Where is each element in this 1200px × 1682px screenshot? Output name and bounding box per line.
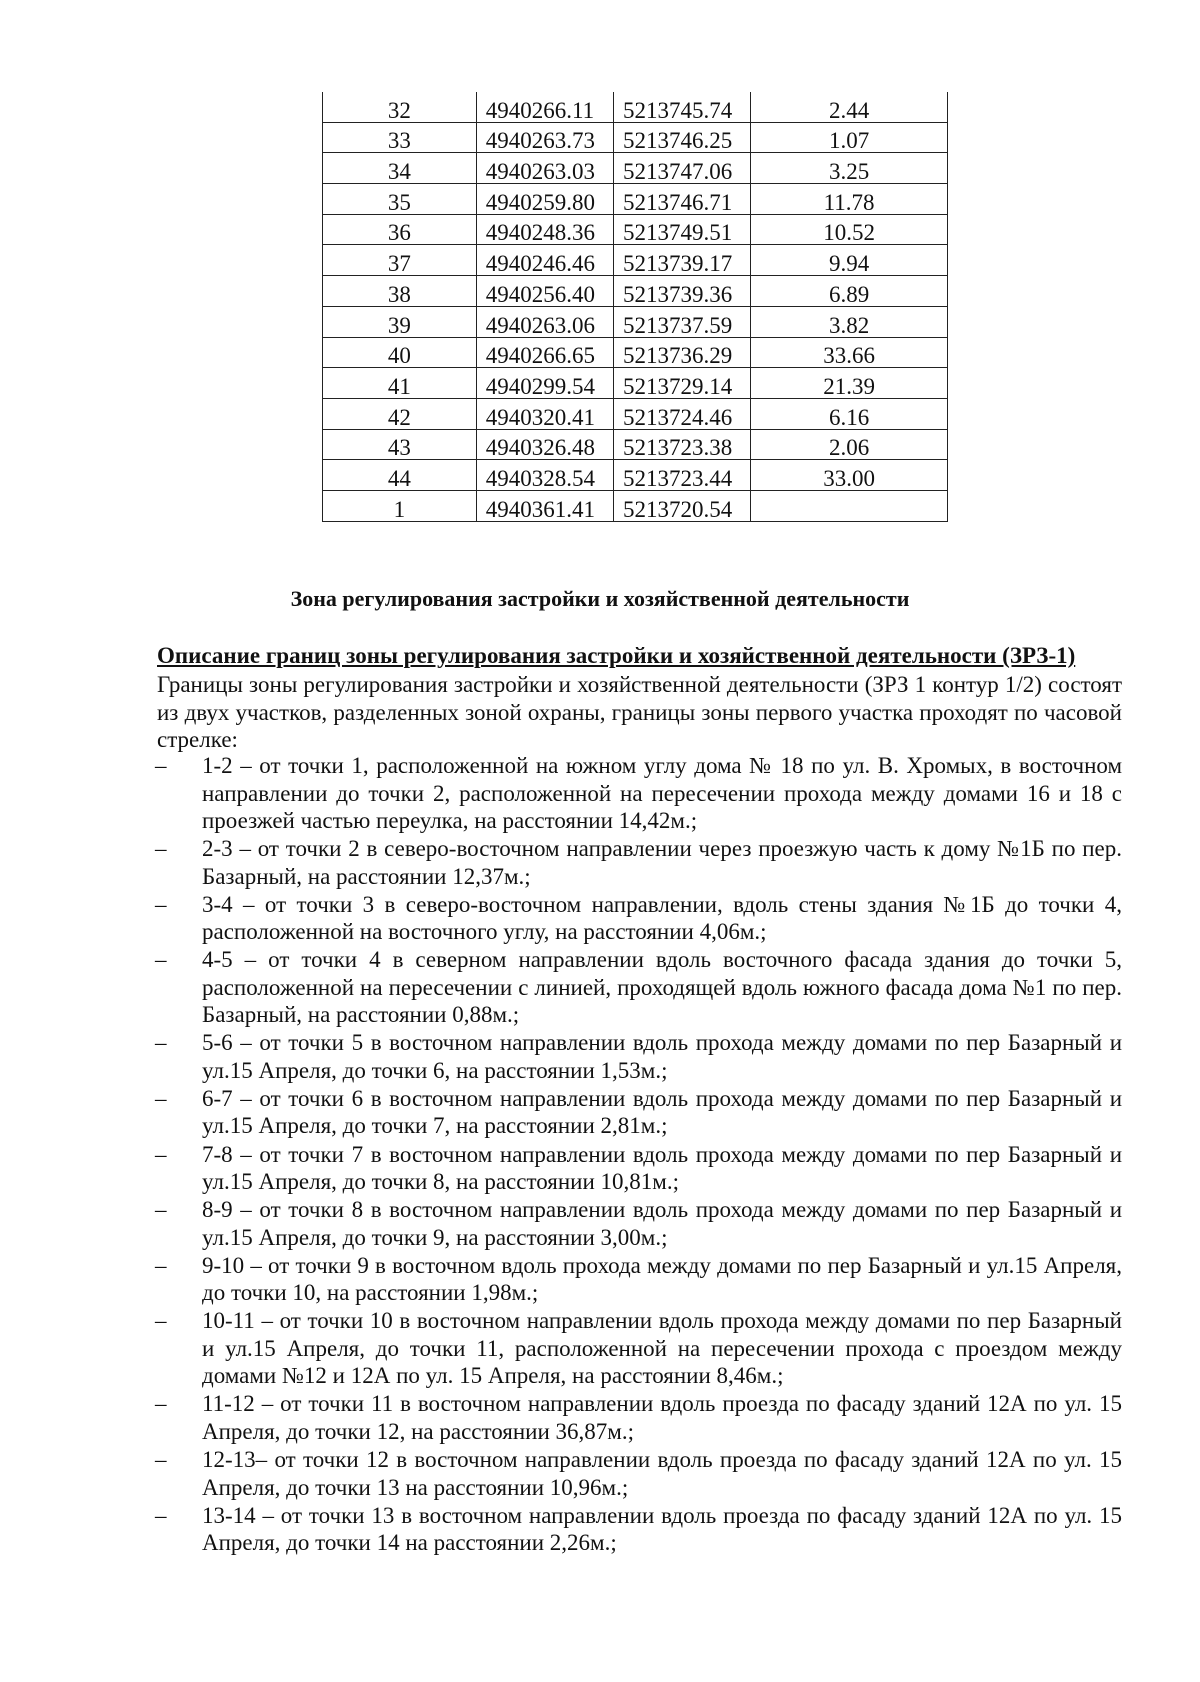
table-cell-point: 37 bbox=[323, 245, 477, 276]
table-cell-y: 5213739.36 bbox=[613, 276, 750, 307]
list-dash-marker: – bbox=[155, 1308, 167, 1334]
table-cell-x: 4940259.80 bbox=[476, 184, 613, 215]
table-row bbox=[323, 460, 948, 491]
list-item bbox=[0, 946, 1122, 1029]
table-cell-y: 5213736.29 bbox=[613, 337, 750, 368]
boundary-segments-list bbox=[0, 752, 1200, 1557]
list-item-text: 3-4 – от точки 3 в северо-восточном направлении, вдоль стены здания №1Б до точки 4, расположенной на восточного углу, на расстоянии 4,06м.; bbox=[202, 891, 1122, 945]
list-dash-marker: – bbox=[155, 947, 167, 973]
table-cell-y: 5213745.74 bbox=[613, 92, 750, 122]
table-row bbox=[323, 490, 948, 521]
table-cell-x: 4940328.54 bbox=[476, 460, 613, 491]
table-cell-point: 41 bbox=[323, 368, 477, 399]
list-dash-marker: – bbox=[155, 836, 167, 862]
list-item bbox=[0, 1390, 1122, 1445]
list-item-text: 10-11 – от точки 10 в восточном направлении вдоль прохода между домами по пер Базарный и ул.15 Апреля, до точки 11, расположенной на пересечении прохода с проездом между домами №12 и 12А по ул. 15 Апреля, на расстоянии 8,46м.; bbox=[202, 1308, 1122, 1389]
list-item-text: 9-10 – от точки 9 в восточном вдоль прохода между домами по пер Базарный и ул.15 Апреля, до точки 10, на расстоянии 1,98м.; bbox=[202, 1252, 1122, 1306]
table-cell-x: 4940246.46 bbox=[476, 245, 613, 276]
list-item bbox=[0, 1307, 1122, 1390]
list-item-text: 2-3 – от точки 2 в северо-восточном направлении через проезжую часть к дому №1Б по пер. Базарный, на расстоянии 12,37м.; bbox=[202, 836, 1122, 889]
table-cell-y: 5213729.14 bbox=[613, 368, 750, 399]
table-cell-length: 2.06 bbox=[751, 429, 948, 460]
table-cell-y: 5213737.59 bbox=[613, 306, 750, 337]
zone-title: Зона регулирования застройки и хозяйственной деятельности bbox=[290, 586, 910, 611]
table-cell-x: 4940266.11 bbox=[476, 92, 613, 122]
list-item-text: 1-2 – от точки 1, расположенной на южном углу дома № 18 по ул. В. Хромых, в восточном направлении до точки 2, расположенной на пересечении прохода между домами 16 и 18 с проезжей частью переулка, на расстоянии 14,42м.; bbox=[202, 753, 1122, 833]
table-cell-y: 5213723.44 bbox=[613, 460, 750, 491]
table-cell-x: 4940263.73 bbox=[476, 122, 613, 153]
table-row bbox=[323, 337, 948, 368]
table-row bbox=[323, 214, 948, 245]
table-cell-x: 4940266.65 bbox=[476, 337, 613, 368]
table-cell-point: 39 bbox=[323, 306, 477, 337]
table-cell-x: 4940326.48 bbox=[476, 429, 613, 460]
list-item bbox=[0, 1446, 1122, 1501]
list-item bbox=[0, 1196, 1122, 1251]
table-cell-x: 4940263.03 bbox=[476, 153, 613, 184]
list-dash-marker: – bbox=[155, 1447, 167, 1473]
table-cell-x: 4940263.06 bbox=[476, 306, 613, 337]
list-item bbox=[0, 1252, 1122, 1307]
list-dash-marker: – bbox=[155, 1030, 167, 1056]
list-item bbox=[0, 1502, 1122, 1557]
table-row bbox=[323, 122, 948, 153]
description-intro: Границы зоны регулирования застройки и хозяйственной деятельности (ЗРЗ 1 контур 1/2) состоят из двух участков, разделенных зоной охраны, границы зоны первого участка проходят по часовой стрелке: bbox=[157, 672, 1122, 752]
list-dash-marker: – bbox=[155, 1141, 167, 1167]
table-cell-point: 35 bbox=[323, 184, 477, 215]
table-cell-length: 2.44 bbox=[751, 92, 948, 122]
table-cell-x: 4940299.54 bbox=[476, 368, 613, 399]
table-cell-y: 5213746.25 bbox=[613, 122, 750, 153]
list-item-text: 5-6 – от точки 5 в восточном направлении вдоль прохода между домами по пер Базарный и ул.15 Апреля, до точки 6, на расстоянии 1,53м.; bbox=[202, 1030, 1122, 1083]
table-cell-y: 5213747.06 bbox=[613, 153, 750, 184]
table-cell-point: 38 bbox=[323, 276, 477, 307]
list-item bbox=[0, 835, 1122, 890]
table-cell-length: 6.16 bbox=[751, 398, 948, 429]
table-cell-point: 32 bbox=[323, 92, 477, 122]
list-dash-marker: – bbox=[155, 1502, 167, 1528]
table-cell-y: 5213720.54 bbox=[613, 490, 750, 521]
table-row bbox=[323, 245, 948, 276]
coordinates-table bbox=[322, 92, 948, 522]
table-row bbox=[323, 429, 948, 460]
list-item-text: 7-8 – от точки 7 в восточном направлении вдоль прохода между домами по пер Базарный и ул.15 Апреля, до точки 8, на расстоянии 10,81м.; bbox=[202, 1141, 1122, 1195]
table-cell-length: 3.25 bbox=[751, 153, 948, 184]
table-row bbox=[323, 153, 948, 184]
table-cell-x: 4940320.41 bbox=[476, 398, 613, 429]
table-row bbox=[323, 306, 948, 337]
table-cell-length: 9.94 bbox=[751, 245, 948, 276]
table-cell-point: 33 bbox=[323, 122, 477, 153]
list-dash-marker: – bbox=[155, 1197, 167, 1223]
table-cell-length: 6.89 bbox=[751, 276, 948, 307]
table-cell-y: 5213739.17 bbox=[613, 245, 750, 276]
table-cell-point: 43 bbox=[323, 429, 477, 460]
table-row bbox=[323, 398, 948, 429]
table-cell-length bbox=[751, 490, 948, 521]
table-cell-length: 1.07 bbox=[751, 122, 948, 153]
list-dash-marker: – bbox=[155, 1085, 167, 1111]
table-cell-point: 40 bbox=[323, 337, 477, 368]
table-row bbox=[323, 368, 948, 399]
table-row bbox=[323, 276, 948, 307]
list-item bbox=[0, 752, 1122, 835]
table-row bbox=[323, 184, 948, 215]
description-title: Описание границ зоны регулирования застройки и хозяйственной деятельности (ЗРЗ-1) bbox=[157, 643, 1076, 668]
table-cell-length: 21.39 bbox=[751, 368, 948, 399]
list-item-text: 11-12 – от точки 11 в восточном направлении вдоль проезда по фасаду зданий 12А по ул. 15 Апреля, до точки 12, на расстоянии 36,87м.; bbox=[202, 1391, 1122, 1444]
list-dash-marker: – bbox=[155, 753, 167, 778]
list-item bbox=[0, 1085, 1122, 1140]
coordinates-table-body bbox=[323, 92, 948, 521]
list-item-text: 12-13– от точки 12 в восточном направлении вдоль проезда по фасаду зданий 12А по ул. 15 Апреля, до точки 13 на расстоянии 10,96м.; bbox=[202, 1447, 1122, 1500]
table-cell-point: 42 bbox=[323, 398, 477, 429]
table-cell-y: 5213749.51 bbox=[613, 214, 750, 245]
table-cell-length: 11.78 bbox=[751, 184, 948, 215]
list-dash-marker: – bbox=[155, 891, 167, 917]
list-item bbox=[0, 891, 1122, 946]
list-item bbox=[0, 1029, 1122, 1084]
table-cell-x: 4940256.40 bbox=[476, 276, 613, 307]
table-cell-y: 5213724.46 bbox=[613, 398, 750, 429]
list-item-text: 8-9 – от точки 8 в восточном направлении вдоль прохода между домами по пер Базарный и ул.15 Апреля, до точки 9, на расстоянии 3,00м.; bbox=[202, 1197, 1122, 1250]
table-cell-point: 34 bbox=[323, 153, 477, 184]
list-item-text: 4-5 – от точки 4 в северном направлении вдоль восточного фасада здания до точки 5, расположенной на пересечении с линией, проходящей вдоль южного фасада дома №1 по пер. Базарный, на расстоянии 0,88м.; bbox=[202, 947, 1122, 1028]
table-cell-point: 36 bbox=[323, 214, 477, 245]
table-cell-x: 4940361.41 bbox=[476, 490, 613, 521]
table-cell-length: 33.00 bbox=[751, 460, 948, 491]
list-item-text: 6-7 – от точки 6 в восточном направлении вдоль прохода между домами по пер Базарный и ул.15 Апреля, до точки 7, на расстоянии 2,81м.; bbox=[202, 1085, 1122, 1139]
table-cell-point: 44 bbox=[323, 460, 477, 491]
table-cell-y: 5213746.71 bbox=[613, 184, 750, 215]
table-cell-length: 33.66 bbox=[751, 337, 948, 368]
list-item bbox=[0, 1141, 1122, 1196]
table-cell-length: 10.52 bbox=[751, 214, 948, 245]
table-cell-point: 1 bbox=[323, 490, 477, 521]
table-cell-length: 3.82 bbox=[751, 306, 948, 337]
list-dash-marker: – bbox=[155, 1391, 167, 1417]
table-cell-y: 5213723.38 bbox=[613, 429, 750, 460]
table-cell-x: 4940248.36 bbox=[476, 214, 613, 245]
list-dash-marker: – bbox=[155, 1252, 167, 1278]
list-item-text: 13-14 – от точки 13 в восточном направлении вдоль проезда по фасаду зданий 12А по ул. 15 Апреля, до точки 14 на расстоянии 2,26м.; bbox=[202, 1502, 1122, 1556]
table-row bbox=[323, 92, 948, 122]
